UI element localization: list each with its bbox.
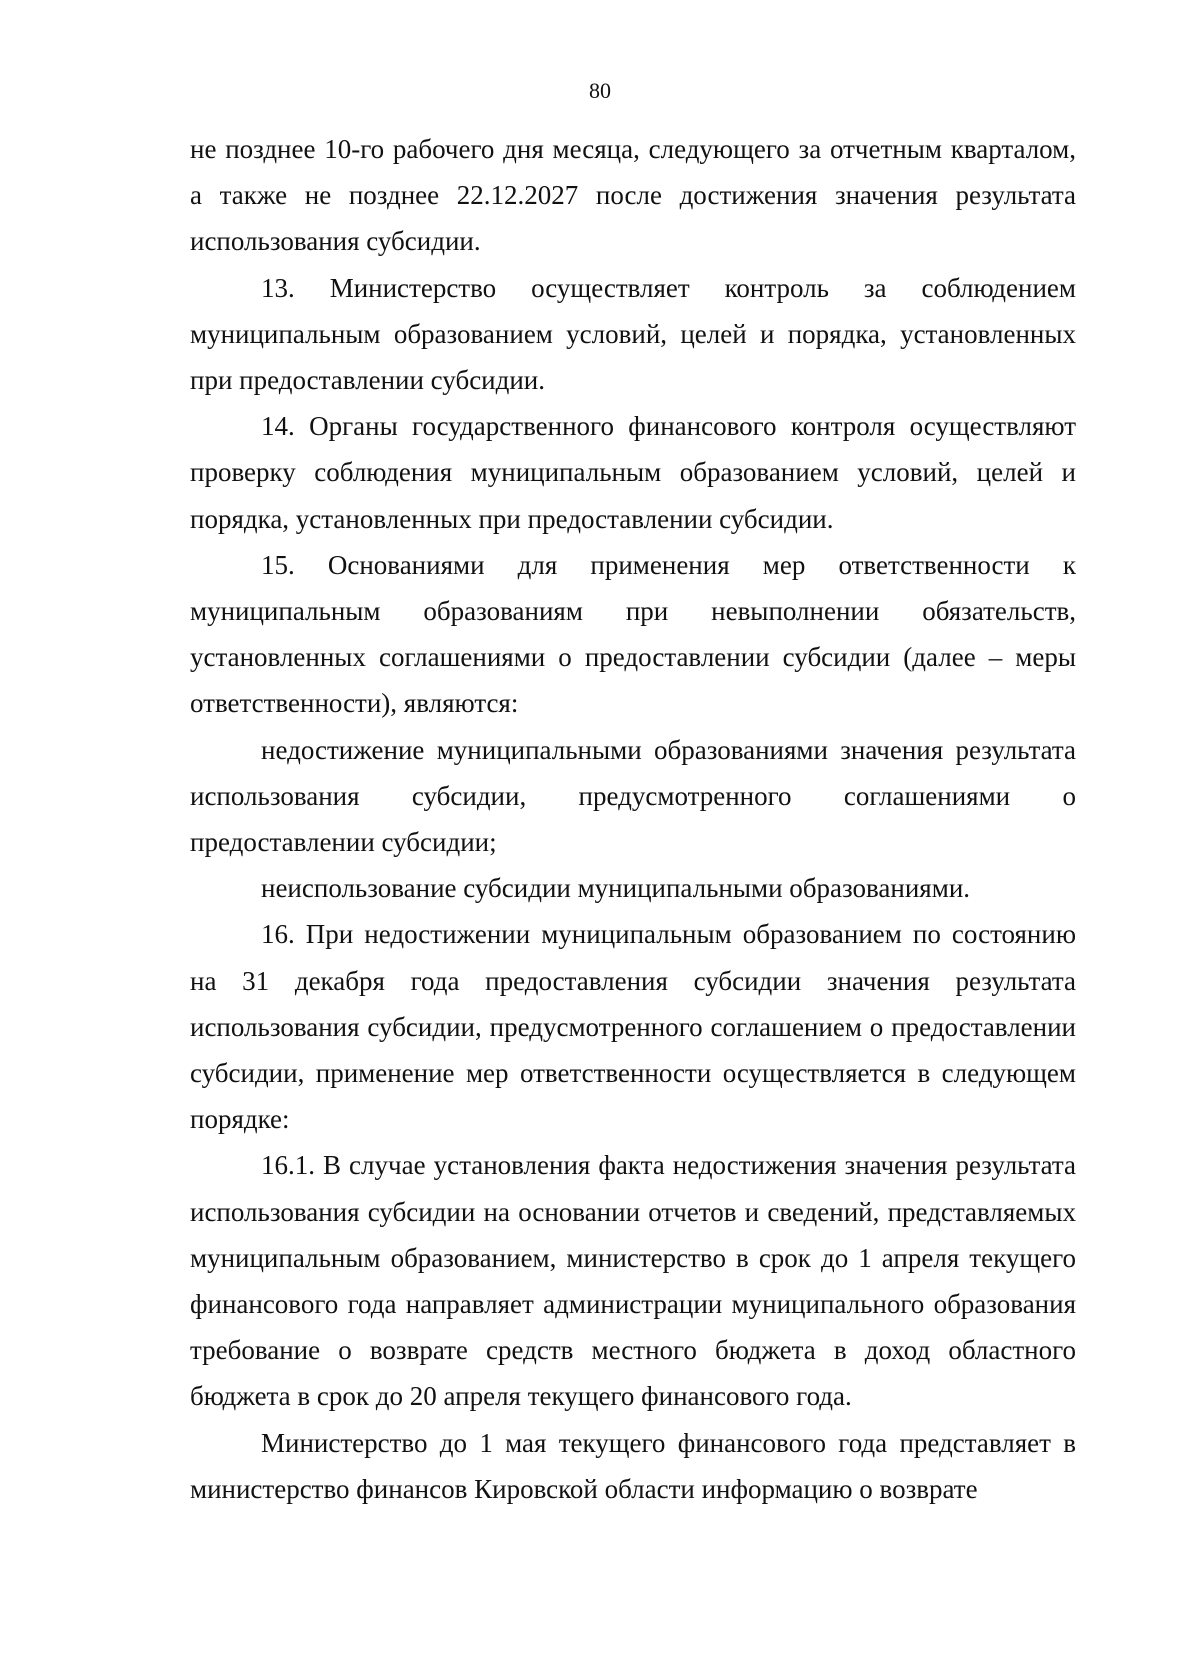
document-body [190,126,1076,1512]
paragraph-ministry-report: Министерство до 1 мая текущего финансового года представляет в министерство финансов Кировской области информацию о возврате [190,1427,1076,1504]
paragraph-continuation: не позднее 10-го рабочего дня месяца, следующего за отчетным кварталом, а также не позднее 22.12.2027 после достижения значения результата использования субсидии. [190,134,1076,257]
paragraph-14: 14. Органы государственного финансового контроля осуществляют проверку соблюдения муниципальным образованием условий, целей и порядка, установленных при предоставлении субсидии. [190,411,1076,534]
paragraph-15-item-2: неиспользование субсидии муниципальными образованиями. [261,873,971,904]
paragraph-16-1: 16.1. В случае установления факта недостижения значения результата использования субсидии на основании отчетов и сведений, представляемых муниципальным образованием, министерство в срок до 1 апреля текущего финансового года направляет администрации муниципального образования требование о возврате средств местного бюджета в доход областного бюджета в срок до 20 апреля текущего финансового года. [190,1150,1076,1412]
paragraph-15: 15. Основаниями для применения мер ответственности к муниципальным образованиям при невыполнении обязательств, установленных соглашениями о предоставлении субсидии (далее – меры ответственности), являются: [190,549,1076,719]
paragraph-13: 13. Министерство осуществляет контроль за соблюдением муниципальным образованием условий, целей и порядка, установленных при предоставлении субсидии. [190,272,1076,396]
paragraph-16: 16. При недостижении муниципальным образованием по состоянию на 31 декабря года предоставления субсидии значения результата использования субсидии, предусмотренного соглашением о предоставлении субсидии, применение мер ответственности осуществляется в следующем порядке: [190,919,1076,1135]
paragraph-15-item-1: недостижение муниципальными образованиями значения результата использования субсидии, предусмотренного соглашениями о предоставлении субсидии; [190,734,1076,858]
page-number: 80 [589,78,611,103]
